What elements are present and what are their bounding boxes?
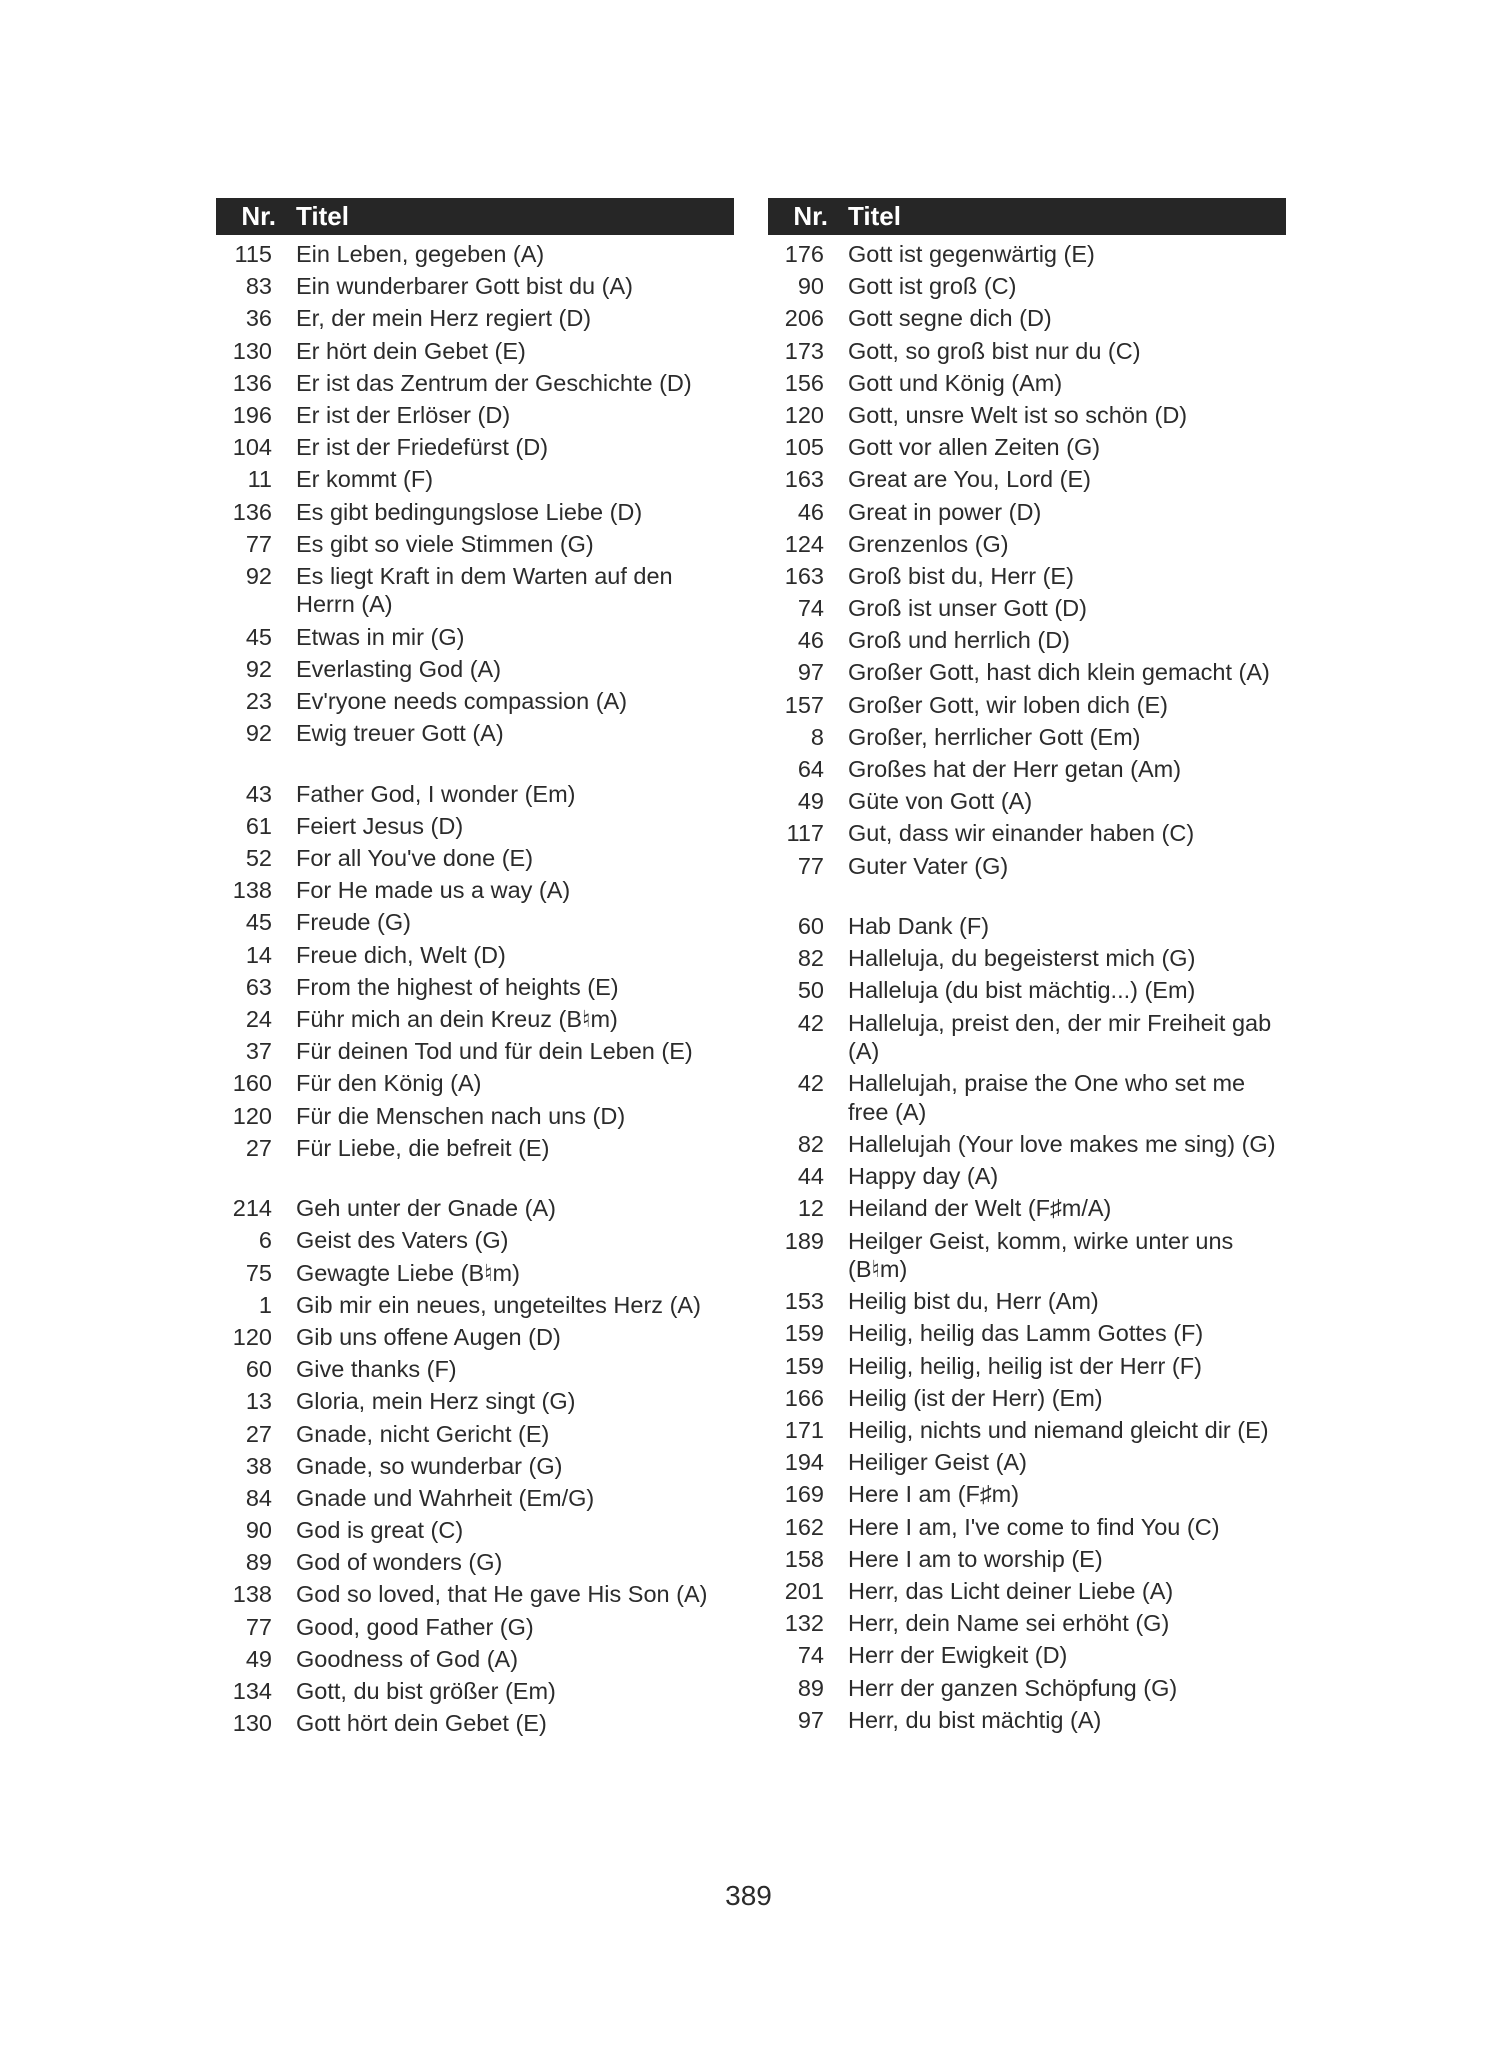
song-title: Heiliger Geist (A) — [848, 1449, 1027, 1476]
song-number: 89 — [797, 1674, 824, 1701]
index-entry — [216, 562, 734, 619]
song-number: 46 — [797, 627, 824, 654]
index-entry — [768, 976, 1286, 1005]
song-title: Herr, das Licht deiner Liebe (A) — [848, 1577, 1174, 1604]
song-number: 74 — [797, 595, 824, 622]
index-entry — [216, 908, 734, 937]
index-entry — [216, 844, 734, 873]
song-title: Grenzenlos (G) — [848, 530, 1009, 557]
index-entry — [216, 530, 734, 559]
song-title: Für den König (A) — [296, 1070, 482, 1097]
song-number: 132 — [784, 1610, 824, 1637]
song-title: Ein Leben, gegeben (A) — [296, 241, 545, 267]
song-title: Here I am, I've come to find You (C) — [848, 1513, 1220, 1540]
song-number: 44 — [797, 1163, 824, 1190]
index-entry — [216, 623, 734, 652]
song-number: 36 — [245, 305, 272, 332]
index-entry — [768, 465, 1286, 494]
song-title: Hallelujah, praise the One who set me free (A) — [848, 1070, 1246, 1125]
index-entry — [216, 1516, 734, 1545]
song-title: Here I am to worship (E) — [848, 1545, 1103, 1572]
index-entry — [216, 1194, 734, 1223]
index-entry — [216, 337, 734, 366]
song-title: Gut, dass wir einander haben (C) — [848, 820, 1195, 847]
index-entry — [216, 465, 734, 494]
index-entry — [216, 272, 734, 301]
song-title: From the highest of heights (E) — [296, 973, 619, 1000]
index-list-right — [768, 240, 1286, 1734]
song-number: 171 — [784, 1417, 824, 1443]
index-entry — [216, 1226, 734, 1255]
index-entry — [768, 1674, 1286, 1703]
song-number: 105 — [784, 434, 824, 461]
index-entry — [216, 1355, 734, 1384]
song-title: Goodness of God (A) — [296, 1645, 519, 1672]
song-number: 42 — [797, 1009, 824, 1036]
song-title: Geh unter der Gnade (A) — [296, 1195, 556, 1222]
song-title: Heilig bist du, Herr (Am) — [848, 1288, 1099, 1315]
song-number: 1 — [258, 1291, 272, 1318]
song-title: Großes hat der Herr getan (Am) — [848, 756, 1182, 782]
song-number: 92 — [245, 562, 272, 589]
index-entry — [768, 1641, 1286, 1670]
song-number: 159 — [784, 1320, 824, 1347]
song-number: 75 — [245, 1259, 272, 1286]
index-entry — [768, 944, 1286, 973]
song-number: 162 — [784, 1513, 824, 1540]
index-entry — [216, 1037, 734, 1066]
song-number: 153 — [784, 1288, 824, 1315]
song-title: Happy day (A) — [848, 1163, 999, 1190]
song-title: Herr, dein Name sei erhöht (G) — [848, 1610, 1170, 1637]
index-entry — [216, 1548, 734, 1577]
song-number: 124 — [784, 530, 824, 557]
song-number: 158 — [784, 1545, 824, 1572]
song-number: 43 — [245, 780, 272, 807]
index-entry — [216, 1677, 734, 1706]
song-number: 92 — [245, 720, 272, 747]
song-number: 138 — [232, 1581, 272, 1608]
song-number: 8 — [810, 723, 824, 750]
index-entry — [768, 1706, 1286, 1735]
index-entry — [216, 1259, 734, 1288]
index-entry — [768, 1162, 1286, 1191]
song-title: Groß bist du, Herr (E) — [848, 562, 1074, 589]
song-number: 130 — [232, 337, 272, 364]
song-title: Gott hört dein Gebet (E) — [296, 1710, 547, 1737]
song-number: 117 — [786, 820, 824, 847]
index-entry — [216, 812, 734, 841]
header-titel: Titel — [296, 201, 349, 231]
song-title: Freude (G) — [296, 909, 411, 936]
index-entry — [768, 1227, 1286, 1284]
song-number: 38 — [245, 1452, 272, 1479]
song-number: 166 — [784, 1384, 824, 1411]
index-entry — [768, 337, 1286, 366]
index-entry — [216, 1387, 734, 1416]
song-title: Ein wunderbarer Gott bist du (A) — [296, 273, 633, 300]
song-number: 104 — [232, 434, 272, 461]
song-title: For all You've done (E) — [296, 845, 534, 871]
song-number: 84 — [245, 1484, 272, 1511]
index-entry — [216, 1709, 734, 1738]
index-entry — [216, 498, 734, 527]
song-title: Ewig treuer Gott (A) — [296, 720, 504, 747]
index-entry — [216, 719, 734, 748]
song-title: Great in power (D) — [848, 498, 1042, 525]
column-header — [216, 198, 734, 235]
song-number: 163 — [784, 466, 824, 493]
index-entry — [216, 1134, 734, 1163]
index-entry — [216, 1452, 734, 1481]
index-entry — [216, 1420, 734, 1449]
song-number: 42 — [797, 1070, 824, 1097]
index-entry — [216, 1102, 734, 1131]
index-entry — [768, 912, 1286, 941]
song-number: 82 — [797, 1131, 824, 1157]
index-entry — [216, 655, 734, 684]
song-title: Gib mir ein neues, ungeteiltes Herz (A) — [296, 1291, 701, 1318]
index-entry — [768, 240, 1286, 269]
song-number: 74 — [797, 1642, 824, 1669]
index-entry — [768, 723, 1286, 752]
index-entry — [216, 1323, 734, 1352]
song-number: 45 — [245, 909, 272, 936]
song-number: 97 — [797, 659, 824, 686]
song-title: Er ist der Erlöser (D) — [296, 401, 511, 428]
song-number: 163 — [784, 562, 824, 589]
song-title: Gott und König (Am) — [848, 369, 1063, 396]
song-number: 49 — [245, 1645, 272, 1672]
song-number: 11 — [247, 466, 272, 493]
song-title: Groß ist unser Gott (D) — [848, 595, 1087, 622]
index-entry — [216, 304, 734, 333]
index-entry — [768, 594, 1286, 623]
song-number: 120 — [784, 401, 824, 428]
song-title: God so loved, that He gave His Son (A) — [296, 1581, 708, 1608]
song-title: Führ mich an dein Kreuz (B♮m) — [296, 1005, 618, 1032]
song-title: Es liegt Kraft in dem Warten auf den Herrn (A) — [296, 562, 673, 618]
index-entry — [216, 876, 734, 905]
index-entry — [768, 1384, 1286, 1413]
song-number: 196 — [232, 401, 272, 428]
header-nr: Nr. — [241, 201, 276, 231]
index-entry — [768, 1577, 1286, 1606]
column-header — [768, 198, 1286, 235]
index-entry — [768, 401, 1286, 430]
song-title: Hab Dank (F) — [848, 913, 990, 940]
song-title: Give thanks (F) — [296, 1356, 457, 1383]
song-number: 23 — [245, 687, 272, 714]
song-title: Gott, unsre Welt ist so schön (D) — [848, 401, 1188, 428]
song-number: 24 — [245, 1005, 272, 1032]
song-number: 214 — [232, 1195, 272, 1222]
song-number: 134 — [232, 1678, 272, 1704]
song-title: Hallelujah (Your love makes me sing) (G) — [848, 1131, 1276, 1157]
index-entry — [768, 562, 1286, 591]
song-number: 90 — [245, 1517, 272, 1544]
song-number: 61 — [245, 812, 272, 839]
song-title: Gott ist groß (C) — [848, 273, 1017, 300]
song-number: 14 — [245, 941, 272, 968]
index-list-left — [216, 240, 734, 1738]
song-number: 6 — [258, 1227, 272, 1254]
song-number: 156 — [784, 369, 824, 396]
index-entry — [768, 498, 1286, 527]
song-number: 120 — [232, 1102, 272, 1129]
song-title: Father God, I wonder (Em) — [296, 780, 576, 807]
song-number: 83 — [245, 273, 272, 300]
song-title: Here I am (F♯m) — [848, 1481, 1020, 1508]
index-entry — [768, 1130, 1286, 1159]
song-title: Great are You, Lord (E) — [848, 466, 1091, 493]
header-titel: Titel — [848, 201, 901, 231]
index-entry — [216, 240, 734, 269]
song-title: Heilig, heilig, heilig ist der Herr (F) — [848, 1352, 1202, 1379]
index-entry — [768, 658, 1286, 687]
song-title: Er ist das Zentrum der Geschichte (D) — [296, 369, 692, 396]
song-number: 63 — [245, 973, 272, 1000]
index-entry — [216, 1005, 734, 1034]
song-title: Gnade und Wahrheit (Em/G) — [296, 1484, 595, 1511]
song-title: Gott vor allen Zeiten (G) — [848, 434, 1101, 461]
index-entry — [768, 1545, 1286, 1574]
index-entry — [768, 755, 1286, 784]
song-title: Er kommt (F) — [296, 466, 434, 493]
song-number: 159 — [784, 1352, 824, 1379]
song-title: Gib uns offene Augen (D) — [296, 1323, 561, 1350]
song-title: God of wonders (G) — [296, 1549, 503, 1576]
song-title: Großer Gott, hast dich klein gemacht (A) — [848, 659, 1270, 686]
index-entry — [216, 1484, 734, 1513]
song-number: 136 — [232, 498, 272, 525]
index-column-left — [216, 198, 734, 1741]
song-title: Ev'ryone needs compassion (A) — [296, 687, 628, 714]
song-number: 27 — [245, 1134, 272, 1161]
song-number: 138 — [232, 877, 272, 904]
song-title: Er ist der Friedefürst (D) — [296, 434, 549, 461]
song-number: 60 — [245, 1356, 272, 1383]
song-number: 176 — [784, 241, 824, 267]
index-entry — [768, 1416, 1286, 1445]
song-title: Gott, du bist größer (Em) — [296, 1678, 556, 1704]
index-entry — [216, 973, 734, 1002]
song-number: 173 — [784, 337, 824, 364]
index-entry — [768, 626, 1286, 655]
index-entry — [768, 1448, 1286, 1477]
index-entry — [768, 1609, 1286, 1638]
index-entry — [216, 941, 734, 970]
song-number: 194 — [784, 1449, 824, 1476]
index-entry — [768, 1480, 1286, 1509]
song-title: Gott segne dich (D) — [848, 305, 1052, 332]
index-entry — [768, 433, 1286, 462]
song-title: Halleluja, preist den, der mir Freiheit gab (A) — [848, 1009, 1272, 1065]
index-entry — [216, 1645, 734, 1674]
index-entry — [768, 304, 1286, 333]
song-title: Für die Menschen nach uns (D) — [296, 1102, 626, 1129]
song-number: 52 — [245, 845, 272, 871]
song-title: Geist des Vaters (G) — [296, 1227, 509, 1254]
song-title: Heiland der Welt (F♯m/A) — [848, 1195, 1112, 1222]
index-entry — [216, 369, 734, 398]
song-number: 206 — [784, 305, 824, 332]
index-entry — [216, 780, 734, 809]
song-title: Güte von Gott (A) — [848, 788, 1033, 815]
song-title: Gewagte Liebe (B♮m) — [296, 1259, 520, 1286]
index-entry — [768, 787, 1286, 816]
index-entry — [768, 819, 1286, 848]
song-title: Herr der ganzen Schöpfung (G) — [848, 1674, 1178, 1701]
song-number: 12 — [797, 1195, 824, 1222]
song-number: 82 — [797, 945, 824, 972]
song-number: 201 — [784, 1577, 824, 1604]
index-entry — [768, 1287, 1286, 1316]
song-number: 120 — [232, 1323, 272, 1350]
index-entry — [768, 1009, 1286, 1066]
song-title: Herr der Ewigkeit (D) — [848, 1642, 1068, 1669]
header-nr: Nr. — [793, 201, 828, 231]
index-entry — [768, 691, 1286, 720]
index-entry — [216, 433, 734, 462]
song-title: Etwas in mir (G) — [296, 623, 465, 650]
song-title: Gnade, so wunderbar (G) — [296, 1452, 563, 1479]
song-title: Es gibt bedingungslose Liebe (D) — [296, 498, 643, 525]
song-number: 92 — [245, 655, 272, 682]
index-entry — [216, 1069, 734, 1098]
song-number: 97 — [797, 1706, 824, 1733]
index-entry — [216, 1613, 734, 1642]
song-title: Gnade, nicht Gericht (E) — [296, 1420, 550, 1447]
song-title: Heilig, nichts und niemand gleicht dir (E) — [848, 1417, 1269, 1443]
song-number: 50 — [797, 977, 824, 1004]
song-title: Everlasting God (A) — [296, 655, 502, 682]
song-number: 37 — [245, 1038, 272, 1065]
song-number: 46 — [797, 498, 824, 525]
song-title: Guter Vater (G) — [848, 852, 1009, 879]
song-number: 77 — [245, 1613, 272, 1640]
index-entry — [768, 369, 1286, 398]
index-entry — [216, 1580, 734, 1609]
page-number: 389 — [725, 1880, 772, 1911]
song-number: 89 — [245, 1549, 272, 1576]
song-title: Für Liebe, die befreit (E) — [296, 1134, 550, 1161]
song-number: 130 — [232, 1710, 272, 1737]
song-title: Halleluja (du bist mächtig...) (Em) — [848, 977, 1196, 1004]
song-title: Feiert Jesus (D) — [296, 812, 464, 839]
song-title: Heilig, heilig das Lamm Gottes (F) — [848, 1320, 1204, 1347]
index-entry — [216, 1291, 734, 1320]
index-entry — [768, 1319, 1286, 1348]
song-number: 77 — [797, 852, 824, 879]
song-number: 90 — [797, 273, 824, 300]
song-number: 136 — [232, 369, 272, 396]
song-title: Gott ist gegenwärtig (E) — [848, 241, 1095, 267]
song-title: Gott, so groß bist nur du (C) — [848, 337, 1141, 364]
song-title: Heilger Geist, komm, wirke unter uns (B♮m) — [848, 1227, 1234, 1283]
song-title: God is great (C) — [296, 1517, 464, 1544]
song-number: 77 — [245, 530, 272, 557]
song-number: 115 — [234, 241, 272, 267]
song-title: Er hört dein Gebet (E) — [296, 337, 526, 364]
index-column-right — [768, 198, 1286, 1738]
song-number: 49 — [797, 788, 824, 815]
index-entry — [768, 852, 1286, 881]
song-title: Heilig (ist der Herr) (Em) — [848, 1384, 1103, 1411]
song-title: Good, good Father (G) — [296, 1613, 534, 1640]
index-entry — [768, 272, 1286, 301]
index-entry — [768, 530, 1286, 559]
song-number: 169 — [784, 1481, 824, 1508]
song-title: Er, der mein Herz regiert (D) — [296, 305, 592, 332]
song-number: 160 — [232, 1070, 272, 1097]
index-entry — [216, 687, 734, 716]
song-title: Freue dich, Welt (D) — [296, 941, 506, 968]
index-entry — [768, 1069, 1286, 1126]
song-title: Großer, herrlicher Gott (Em) — [848, 723, 1141, 750]
song-number: 60 — [797, 913, 824, 940]
song-number: 27 — [245, 1420, 272, 1447]
index-entry — [768, 1194, 1286, 1223]
song-number: 157 — [784, 691, 824, 718]
song-number: 64 — [797, 756, 824, 782]
index-entry — [216, 401, 734, 430]
index-entry — [768, 1352, 1286, 1381]
song-title: Groß und herrlich (D) — [848, 627, 1070, 654]
song-title: For He made us a way (A) — [296, 877, 571, 904]
song-title: Halleluja, du begeisterst mich (G) — [848, 945, 1196, 972]
song-title: Großer Gott, wir loben dich (E) — [848, 691, 1168, 718]
song-number: 189 — [784, 1227, 824, 1254]
song-title: Gloria, mein Herz singt (G) — [296, 1388, 576, 1415]
song-title: Es gibt so viele Stimmen (G) — [296, 530, 594, 557]
song-number: 45 — [245, 623, 272, 650]
song-number: 13 — [245, 1388, 272, 1415]
index-entry — [768, 1513, 1286, 1542]
song-title: Für deinen Tod und für dein Leben (E) — [296, 1038, 693, 1065]
song-title: Herr, du bist mächtig (A) — [848, 1706, 1102, 1733]
